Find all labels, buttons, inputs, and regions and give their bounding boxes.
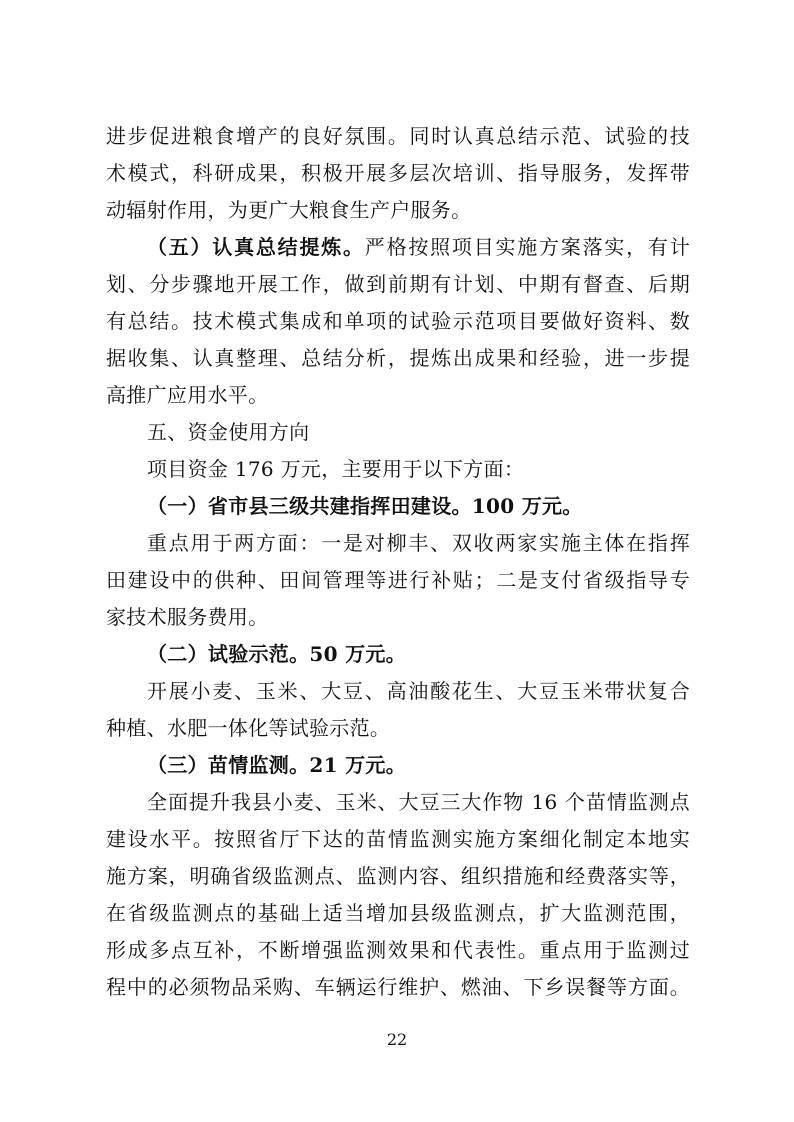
text-line: 据收集、认真整理、总结分析，提炼出成果和经验，进一步提 [106, 346, 690, 370]
text-line: 高推广应用水平。 [106, 383, 269, 407]
paragraph-continuation [106, 118, 690, 229]
text-line: 田建设中的供种、田间管理等进行补贴；二是支付省级指导专 [106, 568, 690, 592]
text-line: 有总结。技术模式集成和单项的试验示范项目要做好资料、数 [106, 309, 690, 333]
paragraph-summary [106, 229, 690, 414]
page-number: 22 [386, 1030, 408, 1049]
document-body [106, 118, 690, 1006]
text-line: 开展小麦、玉米、大豆、高油酸花生、大豆玉米带状复合 [147, 679, 690, 703]
text-line: 程中的必须物品采购、车辆运行维护、燃油、下乡误餐等方面。 [106, 975, 690, 999]
text-line: 施方案，明确省级监测点、监测内容、组织措施和经费落实等， [106, 864, 690, 888]
text-span: 严格按照项目实施方案落实，有计 [364, 235, 691, 259]
text-line: 全面提升我县小麦、玉米、大豆三大作物 16 个苗情监测点 [147, 790, 690, 814]
text-line: 术模式，科研成果，积极开展多层次培训、指导服务，发挥带 [106, 161, 690, 185]
text-line: 家技术服务费用。 [106, 605, 269, 629]
subsection-heading: （二）试验示范。50 万元。 [147, 642, 406, 666]
text-line: 进步促进粮食增产的良好氛围。同时认真总结示范、试验的技 [106, 124, 690, 148]
text-line: 种植、水肥一体化等试验示范。 [106, 716, 391, 740]
text-line: 建设水平。按照省厅下达的苗情监测实施方案细化制定本地实 [106, 827, 690, 851]
subsection-heading: （三）苗情监测。21 万元。 [147, 753, 406, 777]
section-heading-inline: （五）认真总结提炼。 [147, 235, 365, 259]
text-line: 在省级监测点的基础上适当增加县级监测点，扩大监测范围， [106, 901, 690, 925]
text-line: 划、分步骤地开展工作，做到前期有计划、中期有督查、后期 [106, 272, 690, 296]
paragraph-command-field [106, 525, 690, 636]
paragraph-trial-demo [106, 673, 690, 747]
text-line: 动辐射作用，为更广大粮食生产户服务。 [106, 198, 472, 222]
text-line: 形成多点互补，不断增强监测效果和代表性。重点用于监测过 [106, 938, 690, 962]
subsection-heading: （一）省市县三级共建指挥田建设。100 万元。 [147, 494, 583, 518]
funding-intro: 项目资金 176 万元，主要用于以下方面： [147, 457, 525, 481]
paragraph-seedling-monitoring [106, 784, 690, 1006]
text-line: 重点用于两方面：一是对柳丰、双收两家实施主体在指挥 [147, 531, 690, 555]
section-heading: 五、资金使用方向 [147, 420, 310, 444]
text-line [106, 229, 690, 266]
